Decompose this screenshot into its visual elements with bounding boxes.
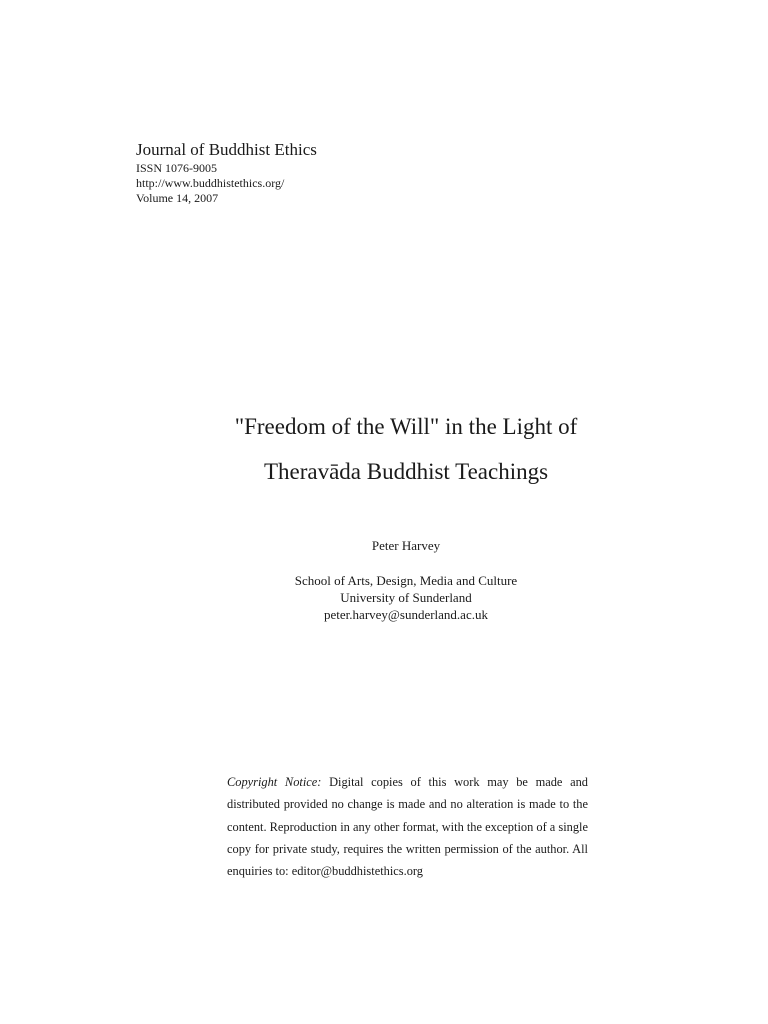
article-title-line-1: "Freedom of the Will" in the Light of	[234, 414, 578, 439]
author-name: Peter Harvey	[371, 538, 441, 553]
journal-volume: Volume 14, 2007	[136, 191, 219, 205]
copyright-text: Digital copies of this work may be made and distributed provided no change is made and no alteration is made to the content. Reproduction in any other format, with the exception of a single copy for private study, requires the written permission of the author. All enquiries to: editor@buddhistethics.org	[227, 775, 588, 879]
copyright-notice	[227, 771, 588, 882]
author-email: peter.harvey@sunderland.ac.uk	[324, 607, 488, 622]
author-affiliation	[0, 572, 768, 623]
copyright-label: Copyright Notice:	[227, 775, 322, 789]
article-title-line-2: Theravāda Buddhist Teachings	[263, 459, 549, 484]
journal-url: http://www.buddhistethics.org/	[136, 176, 285, 190]
journal-name: Journal of Buddhist Ethics	[136, 140, 317, 159]
author-department: School of Arts, Design, Media and Culture	[294, 573, 518, 588]
author-institution: University of Sunderland	[340, 590, 472, 605]
journal-issn: ISSN 1076-9005	[136, 161, 218, 175]
journal-header	[136, 139, 317, 206]
